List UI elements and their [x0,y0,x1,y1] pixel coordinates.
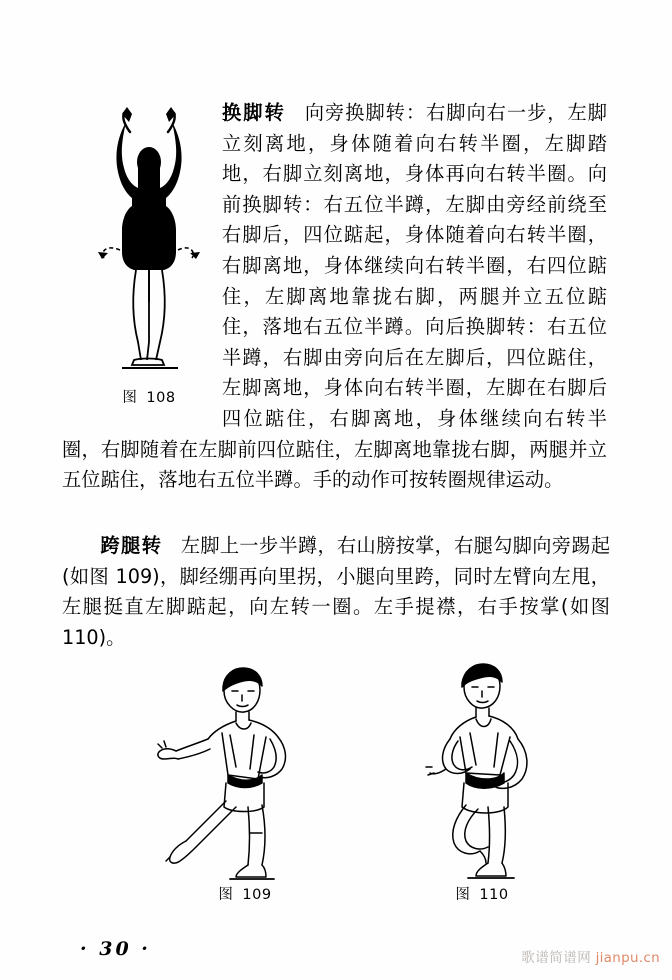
figure-109-caption-number: 109 [242,887,272,903]
section-two-body: 左脚上一步半蹲，右山膀按掌，右腿勾脚向旁踢起(如图 109)，脚经绷再向里拐，小腿向里跨，同时左臂向左甩，左腿挺直左脚踮起，向左转一圈。左手提襟，右手按掌(如图 110)。 [62,534,611,649]
figure-108-illustration [96,102,202,380]
figure-110-caption-glyph: 图 [455,887,471,903]
section-two-heading: 跨腿转 [100,534,163,558]
figure-110-caption [392,883,572,904]
figure-110-illustration [392,655,572,883]
page-number: · 30 · [80,938,151,960]
figure-108-caption-number: 108 [146,390,176,406]
figure-109-caption [150,883,340,904]
section-two-paragraph [62,531,610,653]
figure-108-caption-glyph: 图 [122,390,138,406]
watermark [521,946,660,966]
figure-108-caption [90,386,208,407]
figure-108 [90,102,208,407]
section-one-body: 向旁换脚转：右脚向右一步，左脚立刻离地，身体随着向右转半圈，左脚踏地，右脚立刻离地，身体再向右转半圈。向前换脚转：右五位半蹲，左脚由旁经前绕至右脚后，四位踮起，身体随着向右转半圈，右脚离地，身体继续向右转半圈，右四位踮住，左脚离地靠拢右脚，两腿并立五位踮住，落地右五位半蹲。向后换脚转：右五位半蹲，右脚由旁向后在左脚后，四位踮住，左脚离地，身体向右转半圈，左脚在右脚后四位踮住，右脚离地，身体继续向右转半圈，右脚随着在左脚前四位踮住，左脚离地靠拢右脚，两腿并立五位踮住，落地右五位半蹲。手的动作可按转圈规律运动。 [62,101,607,492]
figure-109-illustration [150,655,340,883]
figure-110-caption-number: 110 [479,887,509,903]
figure-109-caption-glyph: 图 [218,887,234,903]
watermark-url: jianpu.cn [595,950,660,966]
watermark-site-name: 歌谱简谱网 [521,950,592,966]
figure-110 [392,655,572,904]
section-one-heading: 换脚转 [222,101,286,124]
figure-109 [150,655,340,904]
figures-row [62,655,610,915]
section-one-block [62,98,607,496]
